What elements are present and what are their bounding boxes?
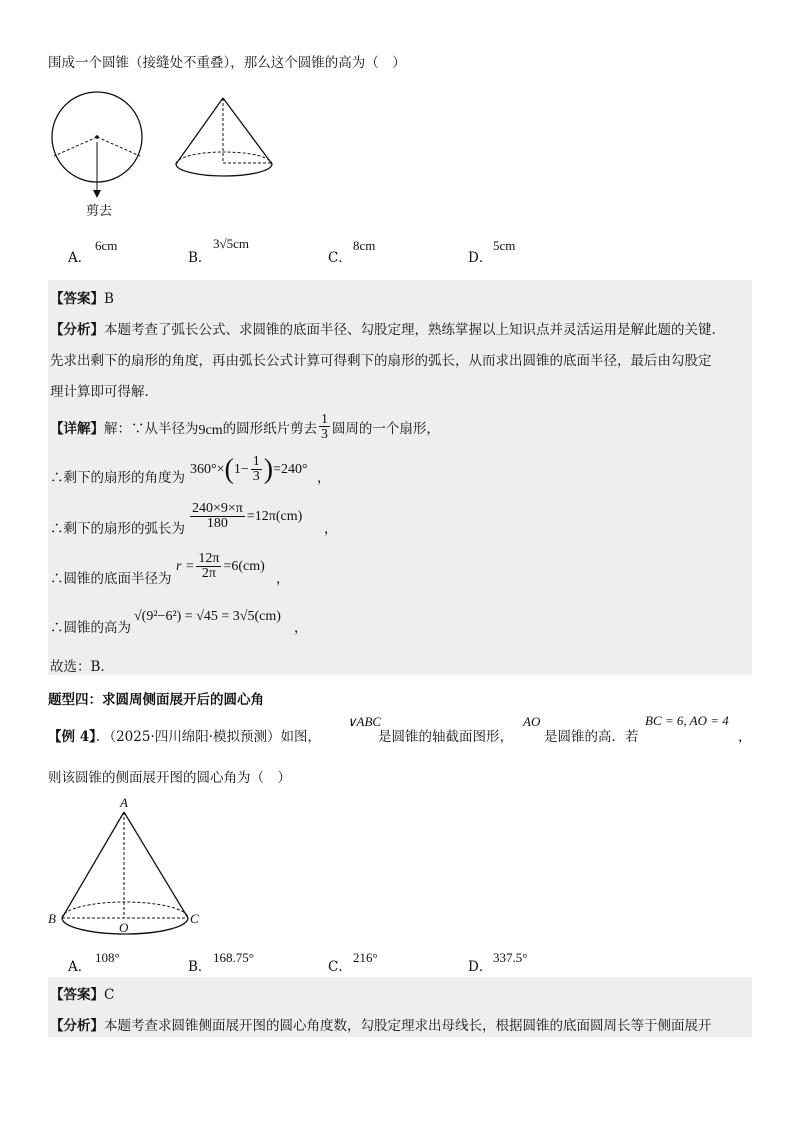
option-c-value: 8cm [353,238,376,253]
option-b-value: 3√5cm [213,236,250,251]
detail-text: 圆周的一个扇形， [331,420,440,437]
option-d-letter: D． [468,959,493,975]
section-heading: 题型四：求圆周侧面展开后的圆心角 [48,692,264,708]
analysis-line [50,318,716,338]
analysis-text: 本题考查求圆锥侧面展开图的圆心角度数，勾股定理求出母线长，根据圆锥的底面圆周长等于侧面展开 [104,1018,712,1034]
step3-lhs: r = [176,558,195,574]
example-source: ．（2025·四川绵阳·模拟预测）如图， [95,729,322,745]
option-a-letter: A． [68,959,92,975]
option-d-letter: D． [468,250,493,266]
triangle-label: ∨ABC [347,714,382,729]
answer-value: B [104,291,114,307]
question-stem-line: 围成一个圆锥（接缝处不重叠），那么这个圆锥的高为（ ） [48,55,406,71]
vertex-label-c: C [190,911,199,926]
detail-tag: 【详解】 [50,420,104,437]
fraction-denominator: 3 [321,426,328,441]
option-b-letter: B． [188,959,212,975]
option-b-letter: B． [188,250,212,266]
example-text: 是圆锥的轴截面图形， [378,729,513,745]
step2-text: ∴剩下的扇形的弧长为 [50,521,185,537]
step1-formula: 360°× ( 1− $\frac{1}{3}$ ) =240° [190,453,308,485]
step4-text: ∴圆锥的高为 [50,620,131,636]
step1-text: ∴剩下的扇形的角度为 [50,470,185,486]
analysis-tag: 【分析】 [50,322,104,338]
option-a-letter: A． [68,250,92,266]
detail-text: 的圆形纸片剪去 [222,420,318,437]
vertex-label-a: A [120,795,128,810]
step3-numerator: 12π [198,551,220,566]
answer-line [50,287,114,307]
option-c-letter: C． [328,959,352,975]
analysis-text: 本题考查了弧长公式、求圆锥的底面半径、勾股定理，熟练掌握以上知识点并灵活运用是解此题的关键. [104,322,716,338]
detail-text: 解：∵从半径为 [104,420,199,437]
example-line: 则该圆锥的侧面展开图的圆心角为（ ） [48,770,291,786]
step3-end: ， [276,571,290,587]
answer-tag: 【答案】 [50,291,104,307]
circle-sector-figure [48,90,158,215]
example-tag: 【例 4】 [48,729,96,745]
option-a-value: 6cm [95,238,118,253]
fraction-numerator: 1 [321,411,328,426]
conclusion: 故选：B. [50,659,105,675]
step3-denominator: 2π [201,566,216,581]
example-text: 是圆锥的高．若 [544,729,639,745]
fraction [319,412,330,441]
center-label-o: O [119,920,129,935]
analysis-line: 理计算即可得解. [50,384,149,400]
answer-tag: 【答案】 [50,987,104,1003]
answer-line [50,983,114,1003]
analysis-line: 先求出剩下的扇形的角度，再由弧长公式计算可得剩下的扇形的弧长，从而求出圆锥的底面半径，最后由勾股定 [50,353,712,369]
option-c-letter: C． [328,250,352,266]
example-comma: ， [738,729,752,745]
detail-line [50,412,440,441]
height-label: AO [523,714,541,729]
step2-numerator: 240×9×π [192,501,243,516]
option-c-value: 216° [353,950,378,965]
step1-end: ， [317,470,331,486]
option-d-value: 5cm [493,238,516,253]
example-line [48,725,321,745]
answer-value: C [104,987,115,1003]
step2-rhs: =12π(cm) [246,508,303,524]
step2-formula [188,502,302,531]
step3-rhs: =6(cm) [223,558,265,574]
step3-formula [176,552,265,581]
step3-text: ∴圆锥的底面半径为 [50,571,172,587]
analysis-line [50,1014,712,1034]
option-a-value: 108° [95,950,120,965]
step4-end: ， [294,620,308,636]
option-d-value: 337.5° [493,950,528,965]
step4-formula: √(9²−6²) = √45 = 3√5(cm) [134,609,281,624]
step2-denominator: 180 [206,516,228,531]
cone-figure [170,96,280,186]
option-b-value: 168.75° [213,950,254,965]
step2-end: ， [324,521,338,537]
cut-label: 剪去 [86,204,113,219]
condition: BC = 6, AO = 4 [645,713,729,728]
radius-value: 9cm [198,422,223,438]
analysis-tag: 【分析】 [50,1018,104,1034]
vertex-label-b: B [48,911,56,926]
